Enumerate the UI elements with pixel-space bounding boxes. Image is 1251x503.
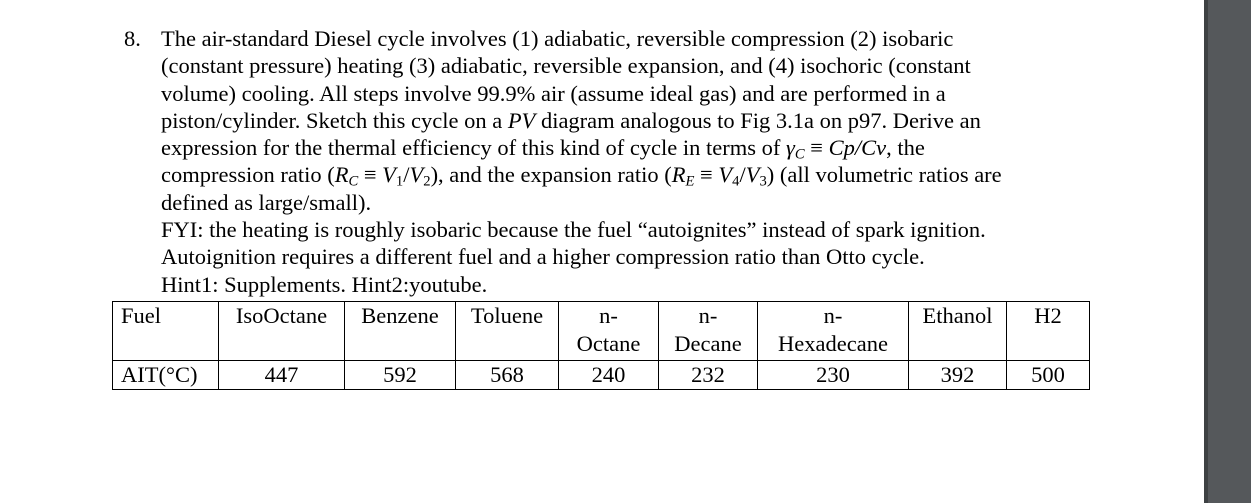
gamma-symbol: γ — [786, 135, 795, 161]
equiv-symbol-rc: ≡ — [358, 162, 383, 188]
cp-cv-symbol: Cp/Cv — [828, 135, 887, 161]
header-cell-n-hexadecane: n- Hexadecane — [758, 302, 909, 361]
value-cell-isooctane: 447 — [219, 361, 345, 390]
re-subscript: E — [685, 174, 695, 191]
value-cell-n-decane: 232 — [659, 361, 758, 390]
value-cell-h2: 500 — [1007, 361, 1090, 390]
text-line-9: Autoignition requires a different fuel and a higher compression ratio than Otto cycle. — [161, 244, 925, 270]
text-line-6 — [161, 161, 1121, 191]
row-label-ait: AIT(°C) — [113, 361, 219, 390]
text-line-8: FYI: the heating is roughly isobaric because the fuel “autoignites” instead of spark ignition. — [161, 217, 986, 243]
equiv-symbol-re: ≡ — [694, 162, 719, 188]
header-cell-ethanol: Ethanol — [909, 302, 1007, 361]
table-header-row — [113, 302, 1090, 361]
header-cell-isooctane: IsoOctane — [219, 302, 345, 361]
equiv-symbol: ≡ — [804, 135, 829, 161]
value-cell-benzene: 592 — [345, 361, 456, 390]
value-cell-toluene: 568 — [456, 361, 559, 390]
text-line-5-a: expression for the thermal efficiency of this kind of cycle in terms of — [161, 135, 787, 161]
v4-symbol: V — [718, 162, 733, 188]
rc-symbol: R — [334, 162, 349, 188]
v2-subscript: 2 — [423, 174, 431, 191]
text-line-6-a: compression ratio ( — [161, 162, 335, 188]
v1-subscript: 1 — [395, 174, 404, 191]
header-cell-benzene: Benzene — [345, 302, 456, 361]
autoignition-table — [112, 301, 1090, 390]
scrollbar-edge — [1204, 0, 1208, 503]
problem-number: 8. — [124, 26, 141, 51]
v3-symbol: V — [745, 162, 760, 188]
v3-subscript: 3 — [759, 174, 767, 191]
v2-symbol: V — [409, 162, 424, 188]
header-cell-h2: H2 — [1007, 302, 1090, 361]
text-line-6-j: ), and the expansion ratio ( — [430, 162, 672, 188]
header-cell-toluene: Toluene — [456, 302, 559, 361]
text-line-4-c: diagram analogous to Fig 3.1a on p97. Derive an — [535, 107, 981, 133]
v4-subscript: 4 — [732, 174, 740, 191]
table-row-ait — [113, 361, 1090, 390]
value-cell-ethanol: 392 — [909, 361, 1007, 390]
text-line-3: volume) cooling. All steps involve 99.9% air (assume ideal gas) and are performed in a — [161, 80, 946, 106]
text-line-4 — [161, 107, 1121, 134]
rc-subscript: C — [348, 174, 359, 191]
pv-symbol: PV — [507, 107, 536, 133]
slash-2: / — [739, 162, 746, 188]
text-line-1: The air-standard Diesel cycle involves (1) adiabatic, reversible compression (2) isobaric — [161, 26, 954, 51]
viewer-scrollbar[interactable] — [1204, 0, 1251, 503]
text-line-6-s: ) (all volumetric ratios are — [766, 162, 1002, 188]
text-line-7: defined as large/small). — [161, 189, 372, 215]
text-line-2: (constant pressure) heating (3) adiabatic, reversible expansion, and (4) isochoric (constant — [161, 53, 971, 79]
header-cell-fuel: Fuel — [113, 302, 219, 361]
text-line-5-f: , the — [886, 135, 925, 161]
value-cell-n-hexadecane: 230 — [758, 361, 909, 390]
header-cell-n-octane: n- Octane — [559, 302, 659, 361]
text-line-4-a: piston/cylinder. Sketch this cycle on a — [161, 107, 508, 133]
gamma-subscript: C — [794, 146, 805, 163]
v1-symbol: V — [382, 162, 396, 188]
text-line-10: Hint1: Supplements. Hint2:youtube. — [161, 271, 488, 297]
re-symbol: R — [671, 162, 686, 188]
text-line-5 — [161, 134, 1121, 161]
slash-1: / — [403, 162, 410, 188]
value-cell-n-octane: 240 — [559, 361, 659, 390]
header-cell-n-decane: n- Decane — [659, 302, 758, 361]
problem-text — [161, 25, 1121, 298]
